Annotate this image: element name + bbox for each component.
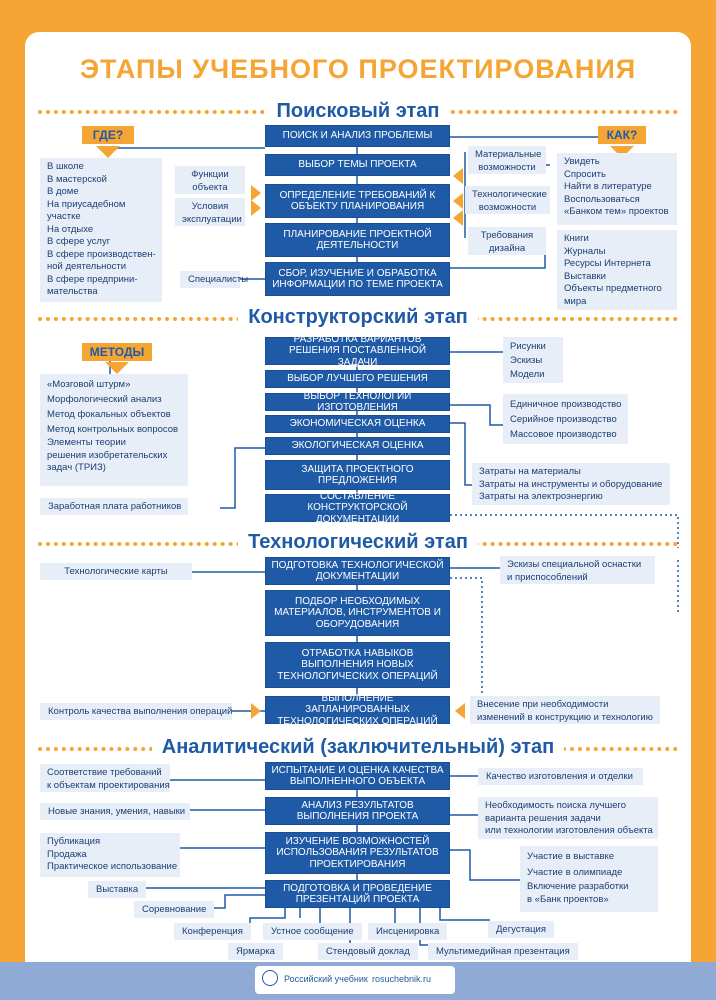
step-economic: ЭКОНОМИЧЕСКАЯ ОЦЕНКА: [265, 415, 450, 433]
box-text: возможности: [478, 161, 536, 173]
box-text: и приспособлений: [507, 571, 588, 583]
box-text: Материальные: [475, 149, 542, 160]
step-tech-docs: ПОДГОТОВКА ТЕХНОЛОГИЧЕСКОЙ ДОКУМЕНТАЦИИ: [265, 557, 450, 585]
box-text: Технологические: [472, 189, 547, 200]
step-testing: ИСПЫТАНИЕ И ОЦЕНКА КАЧЕСТВА ВЫПОЛНЕННОГО ОБЪЕКТА: [265, 762, 450, 790]
list-item: Спросить: [564, 168, 606, 180]
material-box: [468, 146, 546, 174]
step-execution: ВЫПОЛНЕНИЕ ЗАПЛАНИРОВАННЫХ ТЕХНОЛОГИЧЕСКИХ ОПЕРАЦИЙ: [265, 696, 450, 724]
list-item: Воспользоваться: [564, 193, 640, 205]
stage-analytic: [0, 736, 716, 759]
list-item: Продажа: [47, 848, 87, 860]
box-text: варианта решения задачи: [485, 812, 601, 824]
participation-list: [520, 846, 658, 912]
list-item: В сфере услуг: [47, 236, 111, 247]
box-text: Соответствие требований: [47, 767, 162, 778]
sources-list: [557, 230, 677, 310]
stage-tech: [0, 531, 716, 554]
stage-analytic-label: Аналитический (заключительный) этап: [152, 736, 565, 758]
list-item: задач (ТРИЗ): [47, 462, 106, 473]
costs-list: [472, 463, 670, 505]
list-item: Затраты на инструменты и оборудование: [479, 478, 663, 490]
techcards-box: Технологические карты: [40, 563, 192, 580]
stage-search: [0, 100, 716, 123]
list-item: Серийное производство: [510, 414, 617, 425]
step-technology: ВЫБОР ТЕХНОЛОГИИ ИЗГОТОВЛЕНИЯ: [265, 393, 450, 411]
sketches-box: [500, 556, 655, 584]
list-item: Ресурсы Интернета: [564, 258, 651, 269]
box-text: дизайна: [488, 242, 526, 254]
step-usage: ИЗУЧЕНИЕ ВОЗМОЖНОСТЕЙ ИСПОЛЬЗОВАНИЯ РЕЗУЛЬТАТОВ ПРОЕКТИРОВАНИЯ: [265, 832, 450, 874]
specialists-box: Специалисты: [180, 271, 240, 288]
list-item: В школе: [47, 161, 84, 172]
presentation-competition: Соревнование: [134, 901, 214, 918]
arrow-left-icon: [453, 193, 463, 209]
drawings-list: [503, 337, 563, 383]
production-list: [503, 394, 628, 444]
list-item: В сфере предприни-: [47, 273, 138, 285]
arrow-left-icon: [453, 210, 463, 226]
step-topic-choice: ВЫБОР ТЕМЫ ПРОЕКТА: [265, 154, 450, 176]
list-item: Публикация: [47, 836, 101, 847]
arrow-down-icon: [96, 146, 120, 158]
list-item: Единичное производство: [510, 399, 622, 410]
methods-badge: МЕТОДЫ: [82, 343, 152, 361]
step-problem-analysis: ПОИСК И АНАЛИЗ ПРОБЛЕМЫ: [265, 125, 450, 147]
list-item: участке: [47, 211, 81, 222]
step-ecological: ЭКОЛОГИЧЕСКАЯ ОЦЕНКА: [265, 437, 450, 455]
list-item: «Мозговой штурм»: [47, 379, 131, 390]
list-item: мира: [564, 295, 587, 307]
list-item: Объекты предметного: [564, 283, 662, 294]
step-planning: ПЛАНИРОВАНИЕ ПРОЕКТНОЙ ДЕЯТЕЛЬНОСТИ: [265, 223, 450, 257]
list-item: Метод контрольных вопросов: [47, 424, 179, 435]
box-text: Внесение при необходимости: [477, 699, 609, 710]
step-best-solution: ВЫБОР ЛУЧШЕГО РЕШЕНИЯ: [265, 370, 450, 388]
salary-box: Заработная плата работников: [40, 498, 188, 515]
list-item: Затраты на электроэнергию: [479, 491, 603, 502]
step-information: СБОР, ИЗУЧЕНИЕ И ОБРАБОТКА ИНФОРМАЦИИ ПО ТЕМЕ ПРОЕКТА: [265, 262, 450, 296]
step-variants: РАЗРАБОТКА ВАРИАНТОВ РЕШЕНИЯ ПОСТАВЛЕННОЙ ЗАДАЧИ: [265, 337, 450, 365]
box-text: к объектам проектирования: [47, 779, 170, 791]
step-skills: ОТРАБОТКА НАВЫКОВ ВЫПОЛНЕНИЯ НОВЫХ ТЕХНОЛОГИЧЕСКИХ ОПЕРАЦИЙ: [265, 642, 450, 688]
list-item: Модели: [510, 369, 545, 380]
qc-box: Контроль качества выполнения операций: [40, 703, 232, 720]
list-item: Практическое использование: [47, 861, 178, 872]
need-box: [478, 797, 658, 839]
list-item: На отдыхе: [47, 223, 94, 235]
list-item: ной деятельности: [47, 261, 127, 272]
box-text: Эскизы специальной оснастки: [507, 559, 642, 570]
box-text: изменений в конструкцию и технологию: [477, 711, 653, 723]
list-item: Найти в литературе: [564, 181, 652, 192]
conditions-box: [175, 198, 245, 226]
list-item: На приусадебном: [47, 198, 126, 210]
designreq-box: [468, 227, 546, 255]
list-item: Рисунки: [510, 341, 546, 352]
arrow-left-icon: [453, 168, 463, 184]
arrow-right-icon: [251, 200, 261, 216]
methods-list: [40, 374, 188, 486]
arrow-down-icon: [105, 362, 129, 374]
where-badge: ГДЕ?: [82, 126, 134, 144]
presentation-tasting: Дегустация: [488, 921, 554, 938]
list-item: Массовое производство: [510, 429, 617, 440]
step-analysis: АНАЛИЗ РЕЗУЛЬТАТОВ ВЫПОЛНЕНИЯ ПРОЕКТА: [265, 797, 450, 825]
list-item: В сфере производствен-: [47, 248, 156, 260]
step-requirements: ОПРЕДЕЛЕНИЕ ТРЕБОВАНИЙ К ОБЪЕКТУ ПЛАНИРОВАНИЯ: [265, 184, 450, 218]
how-list: [557, 153, 677, 225]
list-item: решения изобретательских: [47, 449, 168, 461]
techposs-box: [465, 186, 550, 214]
box-text: Функции: [191, 169, 229, 180]
stage-search-label: Поисковый этап: [267, 100, 450, 122]
list-item: Эскизы: [510, 355, 543, 366]
list-item: Увидеть: [564, 156, 600, 167]
box-text: объекта: [192, 181, 228, 193]
box-text: эксплуатации: [182, 213, 242, 225]
presentation-conference: Конференция: [174, 923, 251, 940]
step-documentation: СОСТАВЛЕНИЕ КОНСТРУКТОРСКОЙ ДОКУМЕНТАЦИИ: [265, 494, 450, 522]
arrow-left-icon: [455, 703, 465, 719]
list-item: Книги: [564, 233, 589, 244]
publisher-logo-icon: [262, 970, 278, 986]
stage-tech-label: Технологический этап: [238, 531, 478, 553]
compliance-box: [40, 764, 170, 792]
arrow-right-icon: [251, 185, 261, 201]
list-item: мательства: [47, 286, 98, 297]
list-item: Участие в олимпиаде: [527, 867, 623, 878]
box-text: Условия: [191, 201, 229, 212]
box-text: возможности: [478, 201, 537, 213]
presentation-multimedia: Мультимедийная презентация: [428, 943, 578, 960]
functions-box: [175, 166, 245, 194]
publish-list: [40, 833, 180, 877]
footer-site: rosuchebnik.ru: [372, 974, 432, 984]
list-item: Метод фокальных объектов: [47, 409, 171, 420]
list-item: Выставки: [564, 270, 606, 282]
list-item: В доме: [47, 186, 79, 197]
step-materials: ПОДБОР НЕОБХОДИМЫХ МАТЕРИАЛОВ, ИНСТРУМЕНТОВ И ОБОРУДОВАНИЯ: [265, 590, 450, 636]
list-item: Элементы теории: [47, 437, 126, 448]
list-item: Затраты на материалы: [479, 466, 581, 477]
arrow-right-icon: [251, 703, 261, 719]
box-text: Необходимость поиска лучшего: [485, 800, 627, 811]
box-text: или технологии изготовления объекта: [485, 825, 653, 836]
how-badge: КАК?: [598, 126, 646, 144]
where-list: [40, 158, 162, 302]
quality-box: Качество изготовления и отделки: [478, 768, 643, 785]
page-title: ЭТАПЫ УЧЕБНОГО ПРОЕКТИРОВАНИЯ: [79, 54, 637, 84]
presentation-oral: Устное сообщение: [263, 923, 362, 940]
list-item: Включение разработки: [527, 881, 629, 892]
list-item: В мастерской: [47, 173, 107, 185]
step-defense: ЗАЩИТА ПРОЕКТНОГО ПРЕДЛОЖЕНИЯ: [265, 460, 450, 490]
box-text: Требования: [480, 230, 534, 241]
footer-brand: Российский учебник: [284, 974, 368, 984]
list-item: в «Банк проектов»: [527, 893, 609, 905]
step-presentation: ПОДГОТОВКА И ПРОВЕДЕНИЕ ПРЕЗЕНТАЦИЙ ПРОЕКТА: [265, 880, 450, 908]
knowledge-box: Новые знания, умения, навыки: [40, 803, 190, 820]
list-item: Морфологический анализ: [47, 394, 162, 405]
presentation-fair: Ярмарка: [228, 943, 283, 960]
list-item: «Банком тем» проектов: [564, 206, 669, 217]
list-item: Журналы: [564, 245, 606, 257]
changes-box: [470, 696, 660, 724]
presentation-exhibition: Выставка: [88, 881, 146, 898]
presentation-staging: Инсценировка: [368, 923, 447, 940]
stage-design-label: Конструкторский этап: [238, 306, 478, 328]
presentation-poster: Стендовый доклад: [318, 943, 418, 960]
list-item: Участие в выставке: [527, 851, 615, 862]
